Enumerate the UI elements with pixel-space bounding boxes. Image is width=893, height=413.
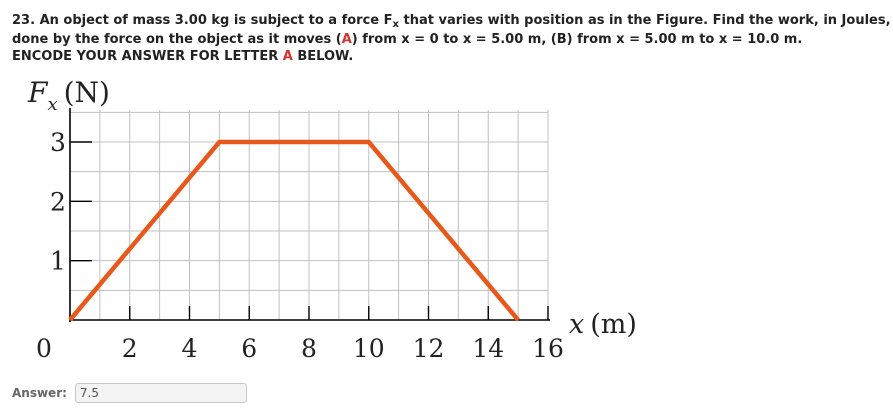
x-axis-label: x (m): [569, 309, 637, 340]
x-tick-label: 6: [241, 334, 258, 363]
answer-label: Answer:: [12, 386, 67, 400]
question-line-2: done by the force on the object as it moves (A) from x = 0 to x = 5.00 m, (B) from x = 5.00 m to x = 10.0 m.: [12, 32, 803, 47]
part-letter-a: A: [341, 32, 352, 47]
x-tick-label: 2: [121, 334, 138, 363]
instruction-letter: A: [282, 49, 293, 64]
x-tick-label: 12: [412, 334, 445, 363]
x-tick-label: 14: [472, 334, 505, 363]
x-tick-label: 0: [36, 334, 52, 363]
y-tick-label: 1: [50, 246, 66, 276]
y-tick-label: 2: [50, 187, 66, 217]
x-tick-label: 10: [352, 334, 385, 363]
question-number: 23.: [12, 13, 36, 28]
x-tick-label: 16: [532, 334, 564, 363]
answer-input[interactable]: [75, 383, 247, 403]
chart-labels: [27, 76, 637, 340]
question-line-1: 23. An object of mass 3.00 kg is subject to a force $F_x$ that varies with position as in the Figure. Find the work, in Joules,: [12, 13, 891, 30]
x-tick-label: 8: [301, 334, 317, 363]
chart-ticks: [36, 128, 564, 363]
y-axis-label: $F_x$ (N): [28, 76, 110, 115]
y-tick-label: 3: [50, 128, 66, 157]
x-tick-label: 4: [181, 334, 198, 363]
force-subscript: x: [392, 19, 399, 30]
question-instruction: ENCODE YOUR ANSWER FOR LETTER A BELOW.: [12, 49, 354, 64]
answer-row: [12, 381, 247, 405]
